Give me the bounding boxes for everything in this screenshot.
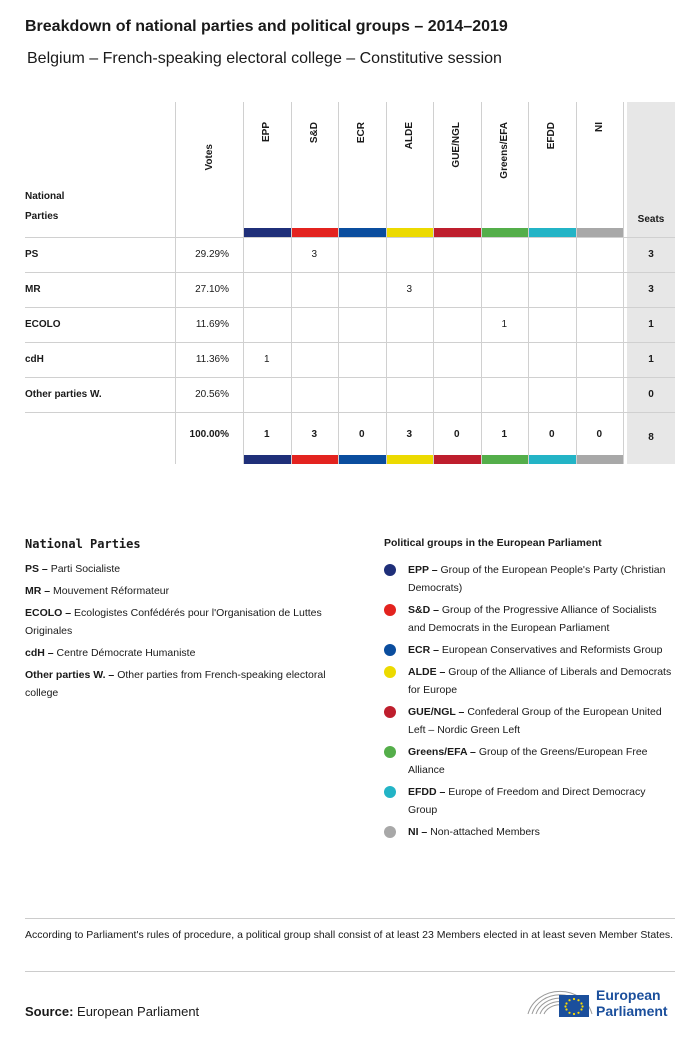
party-name-cell: MR — [25, 284, 41, 295]
group-abbreviation: S&D – — [408, 604, 442, 616]
group-header-epp — [243, 122, 291, 222]
total-votes-cell: 100.00% — [189, 429, 229, 440]
group-seats-cell — [528, 307, 576, 342]
group-header-ecr — [338, 122, 386, 222]
national-parties-legend — [25, 560, 345, 706]
group-color-bar — [529, 228, 576, 237]
group-seats-cell — [291, 272, 339, 307]
group-color-bar — [577, 228, 624, 237]
group-seats-cell: 3 — [406, 284, 413, 295]
group-seats-cell — [576, 342, 624, 377]
group-seats-cell — [386, 342, 434, 377]
national-parties-legend-title: National Parties — [25, 537, 141, 551]
group-color-bar — [339, 228, 386, 237]
group-seats-cell: 1 — [263, 354, 270, 365]
group-color-bar — [292, 228, 339, 237]
national-party-legend-item — [25, 582, 345, 600]
group-color-dot — [384, 746, 396, 758]
group-seats-cell — [576, 307, 624, 342]
total-group-seats-cell: 3 — [311, 429, 318, 440]
group-seats-cell: 1 — [501, 319, 508, 330]
political-group-legend-item — [384, 783, 676, 819]
group-header-label: NI — [593, 122, 605, 132]
party-full-name: Centre Démocrate Humaniste — [56, 647, 196, 659]
party-name-cell: PS — [25, 249, 39, 260]
seats-cell: 0 — [648, 389, 654, 400]
party-full-name: Other parties from French-speaking electoral college — [25, 669, 326, 699]
group-header-label: Greens/EFA — [498, 122, 510, 179]
national-party-legend-item — [25, 644, 345, 662]
group-header-guengl — [433, 122, 481, 222]
seats-cell: 3 — [648, 249, 654, 260]
political-group-legend-item — [384, 823, 676, 841]
seats-cell: 1 — [648, 319, 654, 330]
group-header-label: EFDD — [546, 122, 558, 150]
group-seats-cell — [433, 272, 481, 307]
source — [25, 1004, 199, 1019]
party-abbreviation: PS – — [25, 563, 51, 575]
group-color-bar — [482, 455, 529, 464]
row-divider — [25, 412, 675, 413]
party-name-cell: Other parties W. — [25, 389, 102, 400]
group-seats-cell — [386, 307, 434, 342]
national-party-legend-item — [25, 666, 345, 702]
total-group-seats-cell: 0 — [548, 429, 555, 440]
votes-cell: 20.56% — [195, 389, 229, 400]
group-seats-cell — [338, 342, 386, 377]
group-seats-cell — [528, 237, 576, 272]
group-header-greensefa — [481, 122, 529, 222]
group-full-name: European Conservatives and Reformists Group — [441, 644, 663, 656]
group-seats-cell — [528, 377, 576, 412]
political-group-legend-item — [384, 743, 676, 779]
group-seats-cell — [291, 342, 339, 377]
group-header-label: GUE/NGL — [451, 122, 463, 168]
group-full-name: Group of the Alliance of Liberals and Democrats for Europe — [408, 666, 672, 696]
group-seats-cell — [338, 377, 386, 412]
group-color-dot — [384, 564, 396, 576]
page-subtitle: Belgium – French-speaking electoral college – Constitutive session — [27, 50, 502, 67]
party-abbreviation: cdH – — [25, 647, 57, 659]
group-header-label: ECR — [356, 122, 368, 144]
group-seats-cell — [576, 237, 624, 272]
source-text: European Parliament — [77, 1004, 200, 1019]
group-seats-cell — [243, 237, 291, 272]
group-color-bar — [434, 455, 481, 464]
group-abbreviation: EPP – — [408, 564, 441, 576]
group-color-bar — [292, 455, 339, 464]
group-seats-cell: 3 — [311, 249, 318, 260]
group-seats-cell — [338, 272, 386, 307]
page-title: Breakdown of national parties and political groups – 2014–2019 — [25, 18, 508, 35]
group-seats-cell — [433, 377, 481, 412]
footnote: According to Parliament's rules of procedure, a political group shall consist of at least 23 Members elected in at least seven Member States. — [25, 929, 674, 941]
total-seats-cell: 8 — [648, 432, 654, 443]
party-full-name: Parti Socialiste — [50, 563, 121, 575]
group-color-bar — [529, 455, 576, 464]
group-seats-cell — [291, 377, 339, 412]
group-abbreviation: EFDD – — [408, 786, 449, 798]
national-parties-header-line: Parties — [25, 211, 59, 222]
political-group-legend-item — [384, 601, 676, 637]
logo-line-2: Parliament — [596, 1003, 668, 1019]
group-seats-cell — [243, 377, 291, 412]
group-seats-cell — [433, 307, 481, 342]
group-color-bar — [482, 228, 529, 237]
group-abbreviation: NI – — [408, 826, 431, 838]
group-color-bar — [244, 455, 291, 464]
party-abbreviation: ECOLO – — [25, 607, 75, 619]
national-party-legend-item — [25, 560, 345, 578]
votes-header — [175, 144, 243, 244]
column-divider — [623, 102, 624, 464]
group-color-dot — [384, 644, 396, 656]
group-color-bar — [244, 228, 291, 237]
votes-cell: 11.36% — [195, 354, 229, 365]
party-full-name: Ecologistes Confédérés pour l'Organisation de Luttes Originales — [25, 607, 322, 637]
total-group-seats-cell: 0 — [358, 429, 365, 440]
total-group-seats-cell: 0 — [453, 429, 460, 440]
group-color-dot — [384, 706, 396, 718]
group-seats-cell — [528, 342, 576, 377]
group-seats-cell — [433, 342, 481, 377]
votes-header-label: Votes — [203, 144, 215, 171]
group-seats-cell — [386, 377, 434, 412]
logo-line-1: European — [596, 987, 661, 1003]
party-name-cell: cdH — [25, 354, 44, 365]
total-group-seats-cell: 1 — [501, 429, 508, 440]
group-header-label: S&D — [308, 122, 320, 144]
party-abbreviation: MR – — [25, 585, 54, 597]
political-group-legend-item — [384, 663, 676, 699]
political-groups-legend — [384, 561, 676, 845]
group-seats-cell — [338, 307, 386, 342]
group-color-dot — [384, 604, 396, 616]
group-seats-cell — [291, 307, 339, 342]
group-color-bar — [387, 455, 434, 464]
group-seats-cell — [338, 237, 386, 272]
group-full-name: Group of the Greens/European Free Alliance — [408, 746, 648, 776]
group-header-ni — [576, 122, 624, 222]
group-seats-cell — [243, 272, 291, 307]
group-color-dot — [384, 666, 396, 678]
seats-cell: 3 — [648, 284, 654, 295]
group-header-sd — [291, 122, 339, 222]
group-abbreviation: Greens/EFA – — [408, 746, 479, 758]
group-color-dot — [384, 786, 396, 798]
breakdown-table — [25, 102, 675, 464]
group-seats-cell — [481, 377, 529, 412]
group-header-label: EPP — [261, 122, 273, 143]
political-group-legend-item — [384, 641, 676, 659]
group-full-name: Non-attached Members — [430, 826, 540, 838]
seats-cell: 1 — [648, 354, 654, 365]
divider — [25, 971, 675, 972]
total-group-seats-cell: 1 — [263, 429, 270, 440]
group-seats-cell — [243, 307, 291, 342]
group-full-name: Group of the Progressive Alliance of Socialists and Democrats in the European Parliament — [408, 604, 657, 634]
votes-cell: 29.29% — [195, 249, 229, 260]
group-abbreviation: GUE/NGL – — [408, 706, 468, 718]
votes-cell: 27.10% — [195, 284, 229, 295]
group-abbreviation: ALDE – — [408, 666, 449, 678]
group-color-dot — [384, 826, 396, 838]
votes-cell: 11.69% — [195, 319, 229, 330]
national-parties-header-line: National — [25, 191, 65, 202]
group-full-name: Europe of Freedom and Direct Democracy Group — [408, 786, 646, 816]
seats-header: Seats — [637, 214, 665, 225]
divider — [25, 918, 675, 919]
group-seats-cell — [386, 237, 434, 272]
group-seats-cell — [433, 237, 481, 272]
group-abbreviation: ECR – — [408, 644, 442, 656]
group-seats-cell — [481, 272, 529, 307]
group-header-label: ALDE — [403, 122, 415, 150]
national-party-legend-item — [25, 604, 345, 640]
group-color-bar — [339, 455, 386, 464]
group-seats-cell — [481, 237, 529, 272]
group-header-alde — [386, 122, 434, 222]
group-seats-cell — [576, 377, 624, 412]
group-full-name: Group of the European People's Party (Christian Democrats) — [408, 564, 666, 594]
group-seats-cell — [528, 272, 576, 307]
group-header-efdd — [528, 122, 576, 222]
national-parties-header — [25, 187, 64, 227]
group-color-bar — [577, 455, 624, 464]
group-seats-cell — [481, 342, 529, 377]
group-color-bar — [387, 228, 434, 237]
political-group-legend-item — [384, 561, 676, 597]
total-group-seats-cell: 0 — [596, 429, 603, 440]
source-label: Source: — [25, 1004, 74, 1019]
political-group-legend-item — [384, 703, 676, 739]
group-full-name: Confederal Group of the European United Left – Nordic Green Left — [408, 706, 662, 736]
party-abbreviation: Other parties W. – — [25, 669, 118, 681]
group-color-bar — [434, 228, 481, 237]
group-seats-cell — [576, 272, 624, 307]
political-groups-legend-title: Political groups in the European Parliament — [384, 537, 602, 549]
party-full-name: Mouvement Réformateur — [53, 585, 170, 597]
logo-text — [596, 987, 668, 1019]
party-name-cell: ECOLO — [25, 319, 61, 330]
total-group-seats-cell: 3 — [406, 429, 413, 440]
